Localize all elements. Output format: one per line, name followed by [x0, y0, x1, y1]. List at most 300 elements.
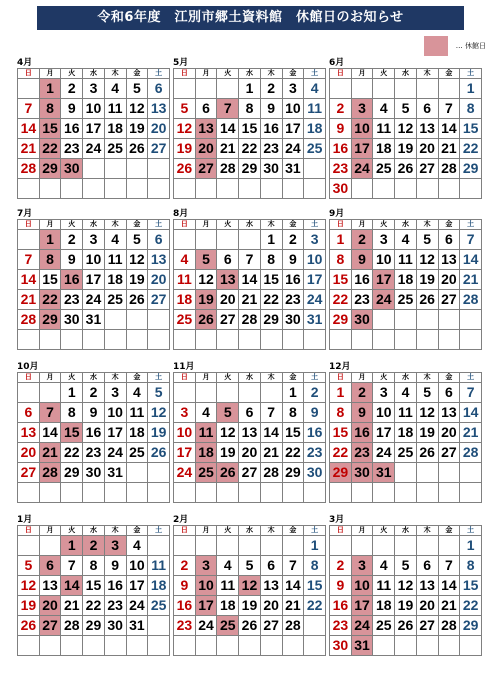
- day-cell: 17: [351, 139, 373, 159]
- day-cell: 30: [330, 636, 352, 656]
- day-cell: 10: [373, 403, 395, 423]
- day-cell: 26: [18, 616, 40, 636]
- day-cell: 19: [217, 443, 239, 463]
- weekday-header: 水: [395, 373, 417, 383]
- day-cell: 13: [217, 270, 239, 290]
- day-cell: 13: [260, 576, 282, 596]
- weekday-header: 日: [330, 373, 352, 383]
- day-cell: 14: [61, 576, 83, 596]
- day-cell: 31: [351, 636, 373, 656]
- weekday-header: 水: [83, 69, 105, 79]
- month-table: [173, 372, 326, 503]
- day-cell: 15: [460, 576, 482, 596]
- day-cell: 24: [195, 616, 217, 636]
- day-cell: 1: [282, 383, 304, 403]
- month-label: 4月: [17, 58, 33, 68]
- day-cell: 12: [217, 423, 239, 443]
- day-cell: [395, 636, 417, 656]
- day-cell: 20: [195, 139, 217, 159]
- weekday-header: 月: [351, 220, 373, 230]
- day-cell: [61, 636, 83, 656]
- weekday-header: 水: [239, 69, 261, 79]
- day-cell: 1: [460, 79, 482, 99]
- day-cell: 16: [304, 423, 326, 443]
- day-cell: 2: [83, 536, 105, 556]
- day-cell: 15: [39, 270, 61, 290]
- day-cell: [304, 636, 326, 656]
- weekday-header: 日: [18, 69, 40, 79]
- day-cell: 22: [39, 290, 61, 310]
- day-cell: 14: [239, 270, 261, 290]
- day-cell: [18, 330, 40, 350]
- day-cell: 27: [438, 290, 460, 310]
- day-cell: 15: [239, 119, 261, 139]
- day-cell: 8: [239, 99, 261, 119]
- month-table: [17, 372, 170, 503]
- day-cell: [282, 179, 304, 199]
- day-cell: 26: [126, 139, 148, 159]
- day-cell: 2: [351, 383, 373, 403]
- day-cell: 31: [104, 463, 126, 483]
- day-cell: 21: [239, 290, 261, 310]
- day-cell: 29: [460, 159, 482, 179]
- day-cell: 31: [282, 159, 304, 179]
- weekday-header: 木: [260, 69, 282, 79]
- day-cell: 10: [104, 403, 126, 423]
- weekday-header: 月: [351, 69, 373, 79]
- weekday-header: 木: [104, 526, 126, 536]
- day-cell: 24: [373, 443, 395, 463]
- day-cell: 8: [304, 556, 326, 576]
- day-cell: 18: [217, 596, 239, 616]
- day-cell: 3: [104, 536, 126, 556]
- day-cell: 6: [148, 79, 170, 99]
- weekday-header: 木: [260, 526, 282, 536]
- month-label: 12月: [329, 362, 351, 372]
- day-cell: 16: [330, 596, 352, 616]
- day-cell: [351, 179, 373, 199]
- day-cell: 23: [304, 443, 326, 463]
- day-cell: 11: [126, 403, 148, 423]
- day-cell: 12: [239, 576, 261, 596]
- weekday-header: 水: [239, 373, 261, 383]
- day-cell: [239, 483, 261, 503]
- day-cell: [438, 179, 460, 199]
- day-cell: 3: [83, 79, 105, 99]
- day-cell: 23: [260, 139, 282, 159]
- day-cell: 19: [18, 596, 40, 616]
- day-cell: 9: [174, 576, 196, 596]
- weekday-header: 水: [83, 220, 105, 230]
- weekday-header: 木: [416, 526, 438, 536]
- day-cell: 3: [351, 99, 373, 119]
- day-cell: 20: [438, 423, 460, 443]
- day-cell: 27: [39, 616, 61, 636]
- day-cell: 27: [217, 310, 239, 330]
- day-cell: 11: [217, 576, 239, 596]
- day-cell: [174, 483, 196, 503]
- month-calendar: [17, 362, 170, 503]
- weekday-header: 木: [104, 220, 126, 230]
- day-cell: 27: [260, 616, 282, 636]
- day-cell: 17: [282, 119, 304, 139]
- day-cell: [83, 330, 105, 350]
- day-cell: 6: [39, 556, 61, 576]
- weekday-header: 金: [282, 220, 304, 230]
- legend-label: … 休館日: [455, 42, 486, 50]
- day-cell: 26: [239, 616, 261, 636]
- day-cell: [416, 536, 438, 556]
- weekday-header: 土: [460, 526, 482, 536]
- day-cell: 19: [239, 596, 261, 616]
- day-cell: 23: [351, 443, 373, 463]
- day-cell: 3: [195, 556, 217, 576]
- day-cell: 14: [460, 250, 482, 270]
- day-cell: 28: [217, 159, 239, 179]
- day-cell: 16: [330, 139, 352, 159]
- day-cell: 21: [18, 139, 40, 159]
- day-cell: [416, 463, 438, 483]
- month-calendar: [329, 209, 482, 350]
- day-cell: 17: [304, 270, 326, 290]
- weekday-header: 日: [18, 220, 40, 230]
- day-cell: 16: [61, 119, 83, 139]
- day-cell: 5: [395, 99, 417, 119]
- day-cell: [304, 179, 326, 199]
- day-cell: 28: [460, 443, 482, 463]
- weekday-header: 火: [373, 220, 395, 230]
- day-cell: 12: [395, 576, 417, 596]
- day-cell: 4: [195, 403, 217, 423]
- day-cell: 10: [83, 250, 105, 270]
- weekday-header: 日: [330, 526, 352, 536]
- day-cell: [282, 483, 304, 503]
- day-cell: 20: [148, 119, 170, 139]
- day-cell: 10: [83, 99, 105, 119]
- day-cell: 24: [373, 290, 395, 310]
- day-cell: 10: [195, 576, 217, 596]
- day-cell: 24: [304, 290, 326, 310]
- weekday-header: 金: [126, 526, 148, 536]
- day-cell: 26: [416, 443, 438, 463]
- day-cell: 16: [83, 423, 105, 443]
- day-cell: 12: [416, 403, 438, 423]
- day-cell: 10: [304, 250, 326, 270]
- day-cell: 26: [416, 290, 438, 310]
- day-cell: 1: [330, 383, 352, 403]
- day-cell: 19: [174, 139, 196, 159]
- weekday-header: 金: [438, 526, 460, 536]
- weekday-header: 月: [195, 69, 217, 79]
- day-cell: 12: [126, 250, 148, 270]
- day-cell: [260, 483, 282, 503]
- day-cell: 8: [282, 403, 304, 423]
- month-calendar: [173, 362, 326, 503]
- day-cell: 18: [373, 596, 395, 616]
- day-cell: 21: [217, 139, 239, 159]
- day-cell: 21: [282, 596, 304, 616]
- weekday-header: 火: [373, 526, 395, 536]
- day-cell: [373, 483, 395, 503]
- page-title: 令和6年度 江別市郷土資料館 休館日のお知らせ: [37, 6, 464, 30]
- day-cell: [174, 536, 196, 556]
- day-cell: 24: [104, 443, 126, 463]
- day-cell: 15: [330, 423, 352, 443]
- day-cell: 24: [83, 139, 105, 159]
- day-cell: [282, 536, 304, 556]
- day-cell: 22: [61, 443, 83, 463]
- weekday-header: 火: [217, 373, 239, 383]
- day-cell: [330, 79, 352, 99]
- day-cell: 19: [416, 270, 438, 290]
- day-cell: 21: [460, 423, 482, 443]
- day-cell: [148, 310, 170, 330]
- day-cell: 16: [351, 270, 373, 290]
- day-cell: 5: [239, 556, 261, 576]
- day-cell: [330, 536, 352, 556]
- day-cell: 15: [330, 270, 352, 290]
- day-cell: 2: [330, 99, 352, 119]
- day-cell: 18: [373, 139, 395, 159]
- day-cell: 18: [195, 443, 217, 463]
- day-cell: [395, 463, 417, 483]
- day-cell: 2: [260, 79, 282, 99]
- weekday-header: 月: [39, 69, 61, 79]
- day-cell: 7: [282, 556, 304, 576]
- day-cell: [126, 636, 148, 656]
- day-cell: 15: [83, 576, 105, 596]
- day-cell: 11: [174, 270, 196, 290]
- day-cell: 7: [460, 383, 482, 403]
- day-cell: 17: [83, 270, 105, 290]
- day-cell: 19: [148, 423, 170, 443]
- day-cell: [195, 483, 217, 503]
- day-cell: 31: [83, 310, 105, 330]
- day-cell: [416, 179, 438, 199]
- day-cell: [373, 179, 395, 199]
- day-cell: [148, 483, 170, 503]
- day-cell: 24: [174, 463, 196, 483]
- day-cell: [39, 483, 61, 503]
- day-cell: [195, 330, 217, 350]
- day-cell: [438, 536, 460, 556]
- day-cell: 21: [260, 443, 282, 463]
- day-cell: [195, 79, 217, 99]
- day-cell: 25: [373, 159, 395, 179]
- day-cell: 25: [217, 616, 239, 636]
- day-cell: 22: [304, 596, 326, 616]
- weekday-header: 土: [460, 220, 482, 230]
- day-cell: 3: [351, 556, 373, 576]
- day-cell: [126, 179, 148, 199]
- day-cell: 31: [126, 616, 148, 636]
- day-cell: 13: [148, 99, 170, 119]
- day-cell: [39, 179, 61, 199]
- day-cell: [239, 230, 261, 250]
- day-cell: [18, 383, 40, 403]
- weekday-header: 火: [373, 373, 395, 383]
- day-cell: 22: [239, 139, 261, 159]
- day-cell: [104, 179, 126, 199]
- day-cell: 4: [373, 99, 395, 119]
- day-cell: 6: [416, 99, 438, 119]
- day-cell: [18, 636, 40, 656]
- day-cell: 19: [126, 270, 148, 290]
- day-cell: 11: [373, 119, 395, 139]
- day-cell: 29: [61, 463, 83, 483]
- day-cell: 24: [83, 290, 105, 310]
- day-cell: 5: [148, 383, 170, 403]
- day-cell: 21: [61, 596, 83, 616]
- day-cell: 29: [39, 310, 61, 330]
- day-cell: 18: [395, 423, 417, 443]
- day-cell: 10: [351, 119, 373, 139]
- day-cell: [126, 330, 148, 350]
- day-cell: 23: [282, 290, 304, 310]
- day-cell: 2: [330, 556, 352, 576]
- day-cell: 9: [351, 403, 373, 423]
- day-cell: 18: [148, 576, 170, 596]
- day-cell: 7: [460, 230, 482, 250]
- day-cell: [39, 383, 61, 403]
- day-cell: [260, 383, 282, 403]
- day-cell: 14: [460, 403, 482, 423]
- day-cell: 20: [239, 443, 261, 463]
- day-cell: 19: [195, 290, 217, 310]
- month-label: 2月: [173, 515, 189, 525]
- day-cell: [460, 483, 482, 503]
- day-cell: 15: [260, 270, 282, 290]
- day-cell: 20: [416, 139, 438, 159]
- weekday-header: 金: [282, 69, 304, 79]
- day-cell: [438, 310, 460, 330]
- day-cell: 7: [239, 250, 261, 270]
- month-table: [173, 219, 326, 350]
- weekday-header: 日: [330, 220, 352, 230]
- day-cell: [83, 179, 105, 199]
- weekday-header: 日: [18, 373, 40, 383]
- day-cell: 10: [351, 576, 373, 596]
- day-cell: 23: [330, 616, 352, 636]
- day-cell: [39, 536, 61, 556]
- weekday-header: 水: [83, 526, 105, 536]
- day-cell: [373, 310, 395, 330]
- weekday-header: 木: [416, 220, 438, 230]
- month-calendar: [173, 209, 326, 350]
- day-cell: [61, 179, 83, 199]
- day-cell: 15: [460, 119, 482, 139]
- day-cell: [416, 79, 438, 99]
- day-cell: 30: [61, 159, 83, 179]
- day-cell: 30: [351, 463, 373, 483]
- day-cell: 18: [104, 270, 126, 290]
- day-cell: 1: [330, 230, 352, 250]
- month-calendar: [17, 58, 170, 199]
- month-label: 6月: [329, 58, 345, 68]
- weekday-header: 月: [39, 526, 61, 536]
- day-cell: 9: [260, 99, 282, 119]
- day-cell: 1: [61, 536, 83, 556]
- day-cell: 2: [304, 383, 326, 403]
- day-cell: 28: [260, 463, 282, 483]
- weekday-header: 土: [460, 69, 482, 79]
- day-cell: 8: [460, 99, 482, 119]
- day-cell: 3: [373, 383, 395, 403]
- day-cell: 30: [304, 463, 326, 483]
- weekday-header: 土: [148, 69, 170, 79]
- day-cell: 13: [438, 250, 460, 270]
- day-cell: 22: [330, 443, 352, 463]
- day-cell: [148, 463, 170, 483]
- day-cell: 1: [39, 79, 61, 99]
- day-cell: 8: [260, 250, 282, 270]
- day-cell: [239, 330, 261, 350]
- day-cell: 5: [126, 79, 148, 99]
- day-cell: 7: [61, 556, 83, 576]
- weekday-header: 金: [438, 69, 460, 79]
- day-cell: [104, 330, 126, 350]
- day-cell: [373, 536, 395, 556]
- day-cell: 26: [126, 290, 148, 310]
- day-cell: 11: [104, 250, 126, 270]
- weekday-header: 金: [438, 220, 460, 230]
- day-cell: 27: [416, 159, 438, 179]
- weekday-header: 月: [39, 220, 61, 230]
- day-cell: [416, 636, 438, 656]
- weekday-header: 水: [395, 220, 417, 230]
- weekday-header: 木: [104, 373, 126, 383]
- month-label: 7月: [17, 209, 33, 219]
- day-cell: [126, 159, 148, 179]
- day-cell: 4: [174, 250, 196, 270]
- day-cell: [148, 636, 170, 656]
- day-cell: 29: [460, 616, 482, 636]
- day-cell: 14: [282, 576, 304, 596]
- day-cell: 21: [460, 270, 482, 290]
- weekday-header: 木: [416, 69, 438, 79]
- day-cell: 5: [395, 556, 417, 576]
- day-cell: 18: [174, 290, 196, 310]
- day-cell: 7: [39, 403, 61, 423]
- day-cell: 31: [304, 310, 326, 330]
- month-table: [17, 68, 170, 199]
- day-cell: 4: [217, 556, 239, 576]
- day-cell: 28: [239, 310, 261, 330]
- day-cell: 24: [282, 139, 304, 159]
- day-cell: 15: [39, 119, 61, 139]
- day-cell: 8: [83, 556, 105, 576]
- day-cell: 11: [373, 576, 395, 596]
- day-cell: [239, 383, 261, 403]
- day-cell: 7: [260, 403, 282, 423]
- day-cell: [438, 463, 460, 483]
- day-cell: 17: [174, 443, 196, 463]
- month-label: 8月: [173, 209, 189, 219]
- day-cell: 5: [195, 250, 217, 270]
- day-cell: 12: [18, 576, 40, 596]
- day-cell: [304, 483, 326, 503]
- day-cell: [304, 330, 326, 350]
- day-cell: 17: [126, 576, 148, 596]
- day-cell: 8: [330, 250, 352, 270]
- day-cell: 26: [174, 159, 196, 179]
- day-cell: 13: [18, 423, 40, 443]
- day-cell: [18, 179, 40, 199]
- day-cell: 28: [438, 616, 460, 636]
- day-cell: 7: [438, 99, 460, 119]
- day-cell: 30: [61, 310, 83, 330]
- day-cell: 27: [416, 616, 438, 636]
